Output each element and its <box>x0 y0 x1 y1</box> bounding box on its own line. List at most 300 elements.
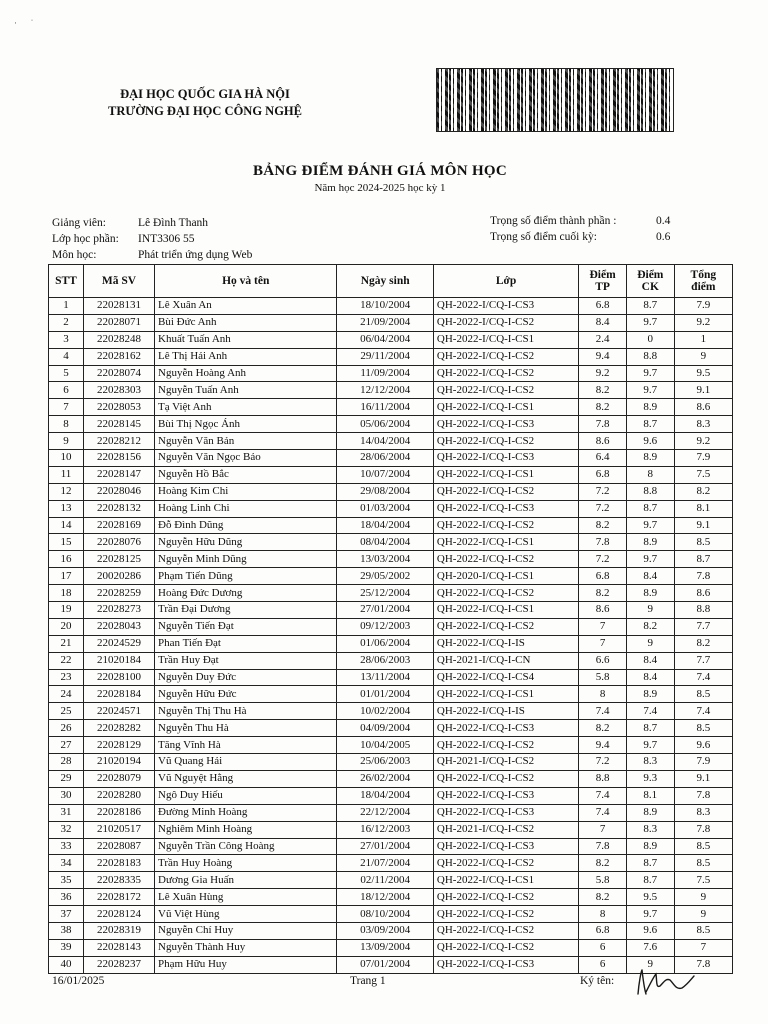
cell-stt: 27 <box>49 737 84 754</box>
cell-score-tp: 6.8 <box>579 298 627 315</box>
cell-score-tp: 8.2 <box>579 585 627 602</box>
cell-stt: 16 <box>49 551 84 568</box>
cell-total-score: 8.2 <box>674 635 732 652</box>
cell-class: QH-2022-I/CQ-I-CS1 <box>433 602 578 619</box>
cell-score-ck: 9.5 <box>626 889 674 906</box>
cell-stt: 5 <box>49 365 84 382</box>
cell-total-score: 9 <box>674 348 732 365</box>
cell-student-id: 22028172 <box>83 889 154 906</box>
cell-class: QH-2020-I/CQ-I-CS1 <box>433 568 578 585</box>
cell-full-name: Hoàng Đức Dương <box>155 585 337 602</box>
cell-total-score: 8.5 <box>674 838 732 855</box>
cell-birthdate: 03/09/2004 <box>337 922 434 939</box>
cell-score-tp: 7.2 <box>579 500 627 517</box>
cell-birthdate: 09/12/2003 <box>337 618 434 635</box>
cell-stt: 24 <box>49 686 84 703</box>
cell-full-name: Nguyễn Hữu Dũng <box>155 534 337 551</box>
cell-class: QH-2022-I/CQ-I-CS2 <box>433 382 578 399</box>
cell-full-name: Nguyễn Minh Dũng <box>155 551 337 568</box>
cell-birthdate: 08/10/2004 <box>337 906 434 923</box>
cell-score-tp: 8.2 <box>579 720 627 737</box>
cell-birthdate: 02/11/2004 <box>337 872 434 889</box>
cell-stt: 19 <box>49 602 84 619</box>
cell-stt: 15 <box>49 534 84 551</box>
cell-total-score: 7.8 <box>674 787 732 804</box>
cell-total-score: 8.6 <box>674 585 732 602</box>
cell-full-name: Tăng Vĩnh Hà <box>155 737 337 754</box>
cell-class: QH-2022-I/CQ-I-CS3 <box>433 720 578 737</box>
lecturer-value: Lê Đình Thanh <box>138 217 209 229</box>
cell-full-name: Nguyễn Văn Bản <box>155 433 337 450</box>
cell-score-ck: 8.7 <box>626 855 674 872</box>
cell-class: QH-2022-I/CQ-I-CS2 <box>433 517 578 534</box>
grades-table-body <box>49 298 733 974</box>
cell-score-ck: 9.7 <box>626 737 674 754</box>
cell-birthdate: 25/06/2003 <box>337 754 434 771</box>
weight-tp-line <box>490 215 671 227</box>
grades-table <box>48 264 733 974</box>
cell-score-tp: 8 <box>579 906 627 923</box>
class-line <box>52 233 195 245</box>
cell-full-name: Phan Tiến Đạt <box>155 635 337 652</box>
cell-full-name: Trần Đại Dương <box>155 602 337 619</box>
cell-score-ck: 9 <box>626 635 674 652</box>
table-row <box>49 348 733 365</box>
cell-score-tp: 7.4 <box>579 787 627 804</box>
cell-student-id: 22028132 <box>83 500 154 517</box>
cell-score-tp: 9.2 <box>579 365 627 382</box>
table-row <box>49 669 733 686</box>
cell-score-ck: 8.9 <box>626 399 674 416</box>
cell-score-tp: 6 <box>579 939 627 956</box>
cell-class: QH-2022-I/CQ-I-CS2 <box>433 889 578 906</box>
cell-stt: 30 <box>49 787 84 804</box>
cell-birthdate: 11/09/2004 <box>337 365 434 382</box>
cell-score-ck: 7.4 <box>626 703 674 720</box>
cell-class: QH-2022-I/CQ-I-CS1 <box>433 331 578 348</box>
table-row <box>49 602 733 619</box>
cell-student-id: 22028184 <box>83 686 154 703</box>
cell-student-id: 22028076 <box>83 534 154 551</box>
cell-full-name: Dương Gia Huấn <box>155 872 337 889</box>
cell-student-id: 22028125 <box>83 551 154 568</box>
cell-stt: 13 <box>49 500 84 517</box>
cell-full-name: Đỗ Đình Dũng <box>155 517 337 534</box>
cell-score-ck: 8.9 <box>626 585 674 602</box>
cell-student-id: 22028248 <box>83 331 154 348</box>
cell-student-id: 21020517 <box>83 821 154 838</box>
cell-total-score: 7.7 <box>674 618 732 635</box>
table-row <box>49 585 733 602</box>
cell-birthdate: 16/12/2003 <box>337 821 434 838</box>
cell-total-score: 8.5 <box>674 855 732 872</box>
header-score-ck: Điểm CK <box>626 265 674 298</box>
cell-student-id: 20020286 <box>83 568 154 585</box>
cell-class: QH-2022-I/CQ-I-CS3 <box>433 298 578 315</box>
cell-total-score: 8.3 <box>674 416 732 433</box>
cell-score-ck: 9.6 <box>626 433 674 450</box>
cell-stt: 14 <box>49 517 84 534</box>
cell-total-score: 9.2 <box>674 433 732 450</box>
table-row <box>49 939 733 956</box>
cell-stt: 22 <box>49 652 84 669</box>
cell-score-tp: 8.8 <box>579 770 627 787</box>
signature-label: Ký tên: <box>580 975 615 987</box>
cell-full-name: Khuất Tuấn Anh <box>155 331 337 348</box>
cell-score-ck: 8.9 <box>626 804 674 821</box>
cell-class: QH-2022-I/CQ-I-CS2 <box>433 618 578 635</box>
cell-full-name: Phạm Tiến Dũng <box>155 568 337 585</box>
cell-student-id: 22028143 <box>83 939 154 956</box>
cell-birthdate: 29/05/2002 <box>337 568 434 585</box>
cell-student-id: 22024571 <box>83 703 154 720</box>
cell-score-ck: 8.7 <box>626 500 674 517</box>
table-row <box>49 568 733 585</box>
cell-stt: 29 <box>49 770 84 787</box>
cell-stt: 11 <box>49 466 84 483</box>
cell-full-name: Lê Xuân Hùng <box>155 889 337 906</box>
cell-student-id: 22028303 <box>83 382 154 399</box>
course-label: Môn học: <box>52 249 97 261</box>
cell-full-name: Nguyễn Hữu Đức <box>155 686 337 703</box>
cell-birthdate: 18/10/2004 <box>337 298 434 315</box>
table-row <box>49 365 733 382</box>
cell-full-name: Ngô Duy Hiếu <box>155 787 337 804</box>
table-row <box>49 922 733 939</box>
cell-stt: 2 <box>49 314 84 331</box>
cell-student-id: 22028145 <box>83 416 154 433</box>
cell-stt: 25 <box>49 703 84 720</box>
cell-student-id: 22028046 <box>83 483 154 500</box>
cell-class: QH-2022-I/CQ-I-CS2 <box>433 433 578 450</box>
course-line <box>52 249 252 261</box>
cell-student-id: 22028079 <box>83 770 154 787</box>
document-barcode <box>436 68 674 132</box>
table-row <box>49 500 733 517</box>
cell-birthdate: 29/11/2004 <box>337 348 434 365</box>
cell-score-ck: 8.9 <box>626 450 674 467</box>
cell-birthdate: 08/04/2004 <box>337 534 434 551</box>
cell-full-name: Vũ Nguyệt Hằng <box>155 770 337 787</box>
cell-class: QH-2022-I/CQ-I-CS3 <box>433 787 578 804</box>
cell-score-tp: 8 <box>579 686 627 703</box>
cell-total-score: 9.1 <box>674 517 732 534</box>
table-row <box>49 450 733 467</box>
table-header-row <box>49 265 733 298</box>
academic-term: Năm học 2024-2025 học kỳ 1 <box>314 182 446 194</box>
cell-score-tp: 8.2 <box>579 517 627 534</box>
cell-class: QH-2022-I/CQ-I-CS2 <box>433 348 578 365</box>
cell-total-score: 9 <box>674 906 732 923</box>
cell-full-name: Hoàng Kim Chi <box>155 483 337 500</box>
cell-total-score: 8.1 <box>674 500 732 517</box>
class-value: INT3306 55 <box>138 233 195 245</box>
cell-student-id: 22024529 <box>83 635 154 652</box>
table-row <box>49 720 733 737</box>
cell-student-id: 22028162 <box>83 348 154 365</box>
cell-stt: 32 <box>49 821 84 838</box>
table-row <box>49 737 733 754</box>
cell-score-tp: 7.2 <box>579 551 627 568</box>
cell-full-name: Nguyễn Văn Ngọc Bảo <box>155 450 337 467</box>
cell-score-ck: 8.9 <box>626 838 674 855</box>
header-total-score: Tổng điểm <box>674 265 732 298</box>
header-score-tp: Điểm TP <box>579 265 627 298</box>
header-student-id: Mã SV <box>83 265 154 298</box>
cell-score-tp: 7.8 <box>579 534 627 551</box>
school-name: TRƯỜNG ĐẠI HỌC CÔNG NGHỆ <box>108 104 302 118</box>
cell-stt: 4 <box>49 348 84 365</box>
table-row <box>49 838 733 855</box>
cell-stt: 28 <box>49 754 84 771</box>
cell-total-score: 8.5 <box>674 922 732 939</box>
cell-birthdate: 07/01/2004 <box>337 956 434 973</box>
cell-birthdate: 13/03/2004 <box>337 551 434 568</box>
cell-score-ck: 9.7 <box>626 365 674 382</box>
cell-birthdate: 04/09/2004 <box>337 720 434 737</box>
cell-stt: 23 <box>49 669 84 686</box>
cell-birthdate: 18/04/2004 <box>337 787 434 804</box>
cell-score-tp: 6 <box>579 956 627 973</box>
cell-total-score: 9.5 <box>674 365 732 382</box>
table-row <box>49 906 733 923</box>
document-title: BẢNG ĐIỂM ĐÁNH GIÁ MÔN HỌC <box>252 163 508 179</box>
cell-score-ck: 8.4 <box>626 669 674 686</box>
cell-student-id: 22028169 <box>83 517 154 534</box>
cell-birthdate: 22/12/2004 <box>337 804 434 821</box>
cell-student-id: 22028237 <box>83 956 154 973</box>
cell-student-id: 22028259 <box>83 585 154 602</box>
cell-score-ck: 8.4 <box>626 652 674 669</box>
cell-full-name: Nghiêm Minh Hoàng <box>155 821 337 838</box>
table-row <box>49 703 733 720</box>
table-row <box>49 618 733 635</box>
scan-mark: · ˈ <box>14 18 34 28</box>
cell-score-ck: 9.6 <box>626 922 674 939</box>
cell-total-score: 9.1 <box>674 382 732 399</box>
cell-birthdate: 25/12/2004 <box>337 585 434 602</box>
cell-class: QH-2022-I/CQ-I-CS2 <box>433 551 578 568</box>
cell-stt: 21 <box>49 635 84 652</box>
weight-ck-line <box>490 231 671 243</box>
cell-total-score: 7.9 <box>674 754 732 771</box>
cell-full-name: Tạ Việt Anh <box>155 399 337 416</box>
cell-total-score: 8.5 <box>674 686 732 703</box>
cell-class: QH-2022-I/CQ-I-CS2 <box>433 770 578 787</box>
cell-stt: 38 <box>49 922 84 939</box>
weight-ck-value: 0.6 <box>656 231 671 243</box>
cell-score-ck: 8.9 <box>626 686 674 703</box>
cell-stt: 12 <box>49 483 84 500</box>
cell-class: QH-2022-I/CQ-I-CS2 <box>433 906 578 923</box>
cell-class: QH-2022-I/CQ-I-CS2 <box>433 365 578 382</box>
cell-total-score: 1 <box>674 331 732 348</box>
cell-score-ck: 9.7 <box>626 382 674 399</box>
cell-birthdate: 21/07/2004 <box>337 855 434 872</box>
cell-score-ck: 8.4 <box>626 568 674 585</box>
cell-total-score: 7.4 <box>674 669 732 686</box>
cell-score-tp: 7.2 <box>579 754 627 771</box>
cell-birthdate: 06/04/2004 <box>337 331 434 348</box>
table-row <box>49 804 733 821</box>
cell-total-score: 8.3 <box>674 804 732 821</box>
table-row <box>49 787 733 804</box>
cell-birthdate: 10/04/2005 <box>337 737 434 754</box>
cell-class: QH-2022-I/CQ-I-CS3 <box>433 956 578 973</box>
cell-stt: 31 <box>49 804 84 821</box>
cell-birthdate: 10/02/2004 <box>337 703 434 720</box>
cell-birthdate: 28/06/2004 <box>337 450 434 467</box>
cell-score-tp: 5.8 <box>579 669 627 686</box>
cell-class: QH-2022-I/CQ-I-CS2 <box>433 922 578 939</box>
table-row <box>49 466 733 483</box>
cell-class: QH-2022-I/CQ-I-CS2 <box>433 585 578 602</box>
lecturer-line <box>52 217 208 229</box>
cell-full-name: Hoàng Linh Chi <box>155 500 337 517</box>
cell-student-id: 22028053 <box>83 399 154 416</box>
cell-birthdate: 01/01/2004 <box>337 686 434 703</box>
class-label: Lớp học phần: <box>52 233 119 245</box>
cell-score-tp: 7 <box>579 618 627 635</box>
cell-class: QH-2022-I/CQ-I-CS2 <box>433 314 578 331</box>
cell-class: QH-2021-I/CQ-I-CN <box>433 652 578 669</box>
cell-birthdate: 01/06/2004 <box>337 635 434 652</box>
cell-stt: 20 <box>49 618 84 635</box>
cell-student-id: 21020194 <box>83 754 154 771</box>
cell-birthdate: 01/03/2004 <box>337 500 434 517</box>
cell-score-ck: 8.8 <box>626 348 674 365</box>
cell-total-score: 7.9 <box>674 298 732 315</box>
cell-full-name: Nguyễn Chí Huy <box>155 922 337 939</box>
cell-score-ck: 8.7 <box>626 872 674 889</box>
cell-class: QH-2022-I/CQ-I-IS <box>433 635 578 652</box>
cell-student-id: 22028129 <box>83 737 154 754</box>
cell-total-score: 7.8 <box>674 568 732 585</box>
cell-total-score: 9.1 <box>674 770 732 787</box>
cell-class: QH-2022-I/CQ-I-CS1 <box>433 466 578 483</box>
cell-student-id: 22028100 <box>83 669 154 686</box>
cell-score-ck: 8.3 <box>626 754 674 771</box>
cell-score-ck: 8.7 <box>626 416 674 433</box>
cell-student-id: 22028147 <box>83 466 154 483</box>
cell-stt: 6 <box>49 382 84 399</box>
cell-stt: 36 <box>49 889 84 906</box>
cell-score-tp: 7.4 <box>579 703 627 720</box>
table-row <box>49 433 733 450</box>
cell-birthdate: 12/12/2004 <box>337 382 434 399</box>
cell-total-score: 8.6 <box>674 399 732 416</box>
cell-stt: 17 <box>49 568 84 585</box>
cell-score-ck: 9.7 <box>626 906 674 923</box>
lecturer-label: Giảng viên: <box>52 217 106 229</box>
cell-student-id: 22028156 <box>83 450 154 467</box>
cell-stt: 1 <box>49 298 84 315</box>
cell-total-score: 7.9 <box>674 450 732 467</box>
cell-student-id: 22028074 <box>83 365 154 382</box>
cell-birthdate: 29/08/2004 <box>337 483 434 500</box>
cell-student-id: 22028273 <box>83 602 154 619</box>
cell-stt: 7 <box>49 399 84 416</box>
cell-birthdate: 28/06/2003 <box>337 652 434 669</box>
cell-score-tp: 8.4 <box>579 314 627 331</box>
table-row <box>49 416 733 433</box>
table-row <box>49 821 733 838</box>
table-row <box>49 770 733 787</box>
cell-score-ck: 8.7 <box>626 298 674 315</box>
handwritten-signature <box>630 964 700 1000</box>
cell-birthdate: 14/04/2004 <box>337 433 434 450</box>
cell-stt: 9 <box>49 433 84 450</box>
cell-full-name: Bùi Đức Anh <box>155 314 337 331</box>
weight-ck-label: Trọng số điểm cuối kỳ: <box>490 231 597 243</box>
cell-birthdate: 10/07/2004 <box>337 466 434 483</box>
cell-score-tp: 7.8 <box>579 838 627 855</box>
cell-birthdate: 21/09/2004 <box>337 314 434 331</box>
cell-student-id: 22028131 <box>83 298 154 315</box>
table-row <box>49 635 733 652</box>
table-row <box>49 382 733 399</box>
cell-class: QH-2022-I/CQ-I-CS3 <box>433 838 578 855</box>
cell-score-tp: 8.6 <box>579 433 627 450</box>
cell-score-ck: 8.1 <box>626 787 674 804</box>
table-row <box>49 483 733 500</box>
cell-total-score: 7.8 <box>674 956 732 973</box>
cell-class: QH-2022-I/CQ-I-CS2 <box>433 483 578 500</box>
cell-full-name: Nguyễn Duy Đức <box>155 669 337 686</box>
cell-stt: 39 <box>49 939 84 956</box>
cell-class: QH-2022-I/CQ-I-CS1 <box>433 686 578 703</box>
cell-total-score: 7.7 <box>674 652 732 669</box>
cell-full-name: Trần Huy Đạt <box>155 652 337 669</box>
header-class: Lớp <box>433 265 578 298</box>
cell-full-name: Nguyễn Trần Công Hoàng <box>155 838 337 855</box>
cell-full-name: Nguyễn Hoàng Anh <box>155 365 337 382</box>
cell-score-ck: 7.6 <box>626 939 674 956</box>
header-full-name: Họ và tên <box>155 265 337 298</box>
cell-student-id: 22028280 <box>83 787 154 804</box>
cell-total-score: 8.5 <box>674 720 732 737</box>
cell-full-name: Phạm Hữu Huy <box>155 956 337 973</box>
cell-full-name: Vũ Việt Hùng <box>155 906 337 923</box>
table-row <box>49 652 733 669</box>
cell-score-tp: 5.8 <box>579 872 627 889</box>
course-value: Phát triển ứng dụng Web <box>138 249 253 261</box>
table-row <box>49 889 733 906</box>
cell-student-id: 22028335 <box>83 872 154 889</box>
cell-score-tp: 6.8 <box>579 568 627 585</box>
table-row <box>49 331 733 348</box>
cell-score-tp: 7.2 <box>579 483 627 500</box>
cell-stt: 34 <box>49 855 84 872</box>
table-row <box>49 534 733 551</box>
cell-full-name: Lê Xuân An <box>155 298 337 315</box>
table-row <box>49 872 733 889</box>
cell-score-ck: 9 <box>626 956 674 973</box>
cell-score-ck: 9 <box>626 602 674 619</box>
cell-full-name: Lê Thị Hải Anh <box>155 348 337 365</box>
cell-birthdate: 26/02/2004 <box>337 770 434 787</box>
cell-score-ck: 9.7 <box>626 517 674 534</box>
weight-tp-value: 0.4 <box>656 215 671 227</box>
cell-full-name: Nguyễn Thị Thu Hà <box>155 703 337 720</box>
cell-birthdate: 05/06/2004 <box>337 416 434 433</box>
cell-score-tp: 8.2 <box>579 855 627 872</box>
cell-score-ck: 8.9 <box>626 534 674 551</box>
cell-birthdate: 18/12/2004 <box>337 889 434 906</box>
cell-full-name: Bùi Thị Ngọc Ánh <box>155 416 337 433</box>
cell-score-ck: 9.7 <box>626 314 674 331</box>
cell-score-tp: 6.4 <box>579 450 627 467</box>
